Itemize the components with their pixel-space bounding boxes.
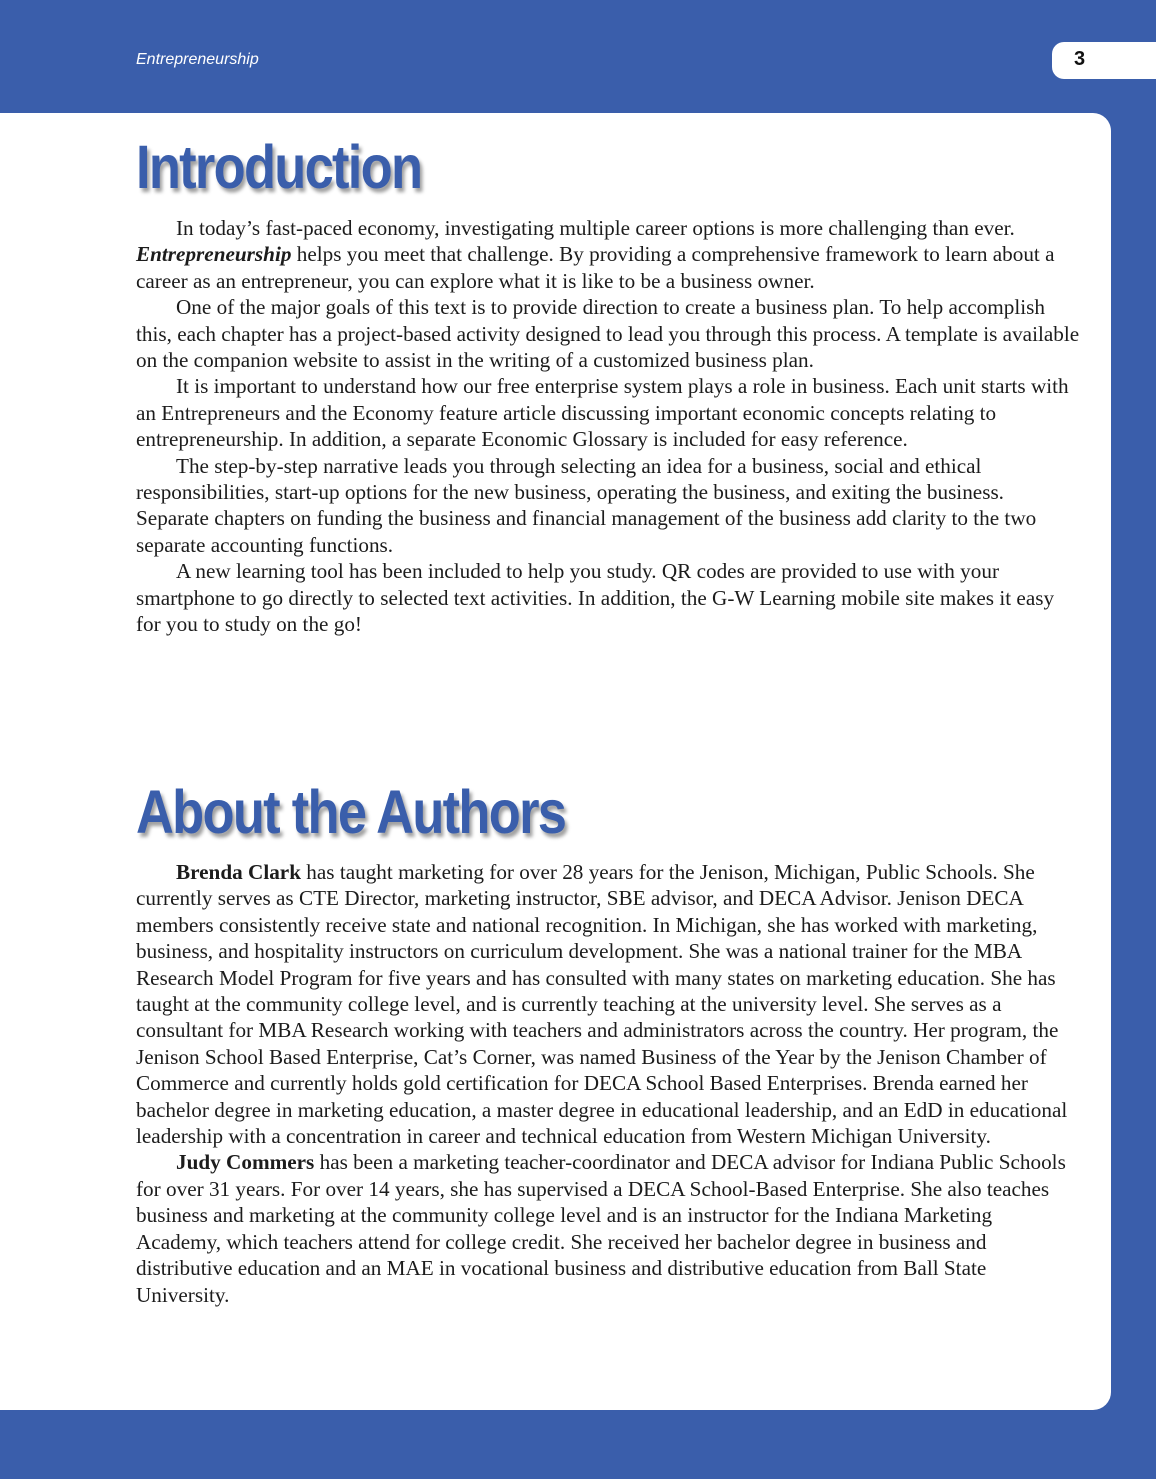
- intro-paragraph-2: One of the major goals of this text is to provide direction to create a business plan. To help accomplish this, each chapter has a project-based activity designed to lead you through this process. A template is available on the companion website to assist in the writing of a customized business plan.: [136, 295, 1080, 373]
- page-number-tab: [1052, 42, 1156, 79]
- author-name-commers: Judy Commers: [176, 1150, 315, 1175]
- author-name-clark: Brenda Clark: [176, 860, 301, 884]
- page-number: 3: [1074, 48, 1086, 70]
- intro-paragraph-5: A new learning tool has been included to help you study. QR codes are provided to use with your smartphone to go directly to selected text activities. In addition, the G-W Learning mobile site makes it easy for you to study on the go!: [136, 559, 1055, 637]
- author-bio-commers: [136, 1149, 1081, 1307]
- running-head: Entrepreneurship: [136, 51, 259, 68]
- book-title: Entrepreneurship: [136, 242, 292, 267]
- author-bio-commers-text: has been a marketing teacher-coordinator and DECA advisor for Indiana Public Schools for over 31 years. For over 14 years, she has supervised a DECA School-Based Enterprise. She also teaches business and marketing at the community college level and is an instructor for the Indiana Marketing Academy, which teachers attend for college credit. She received her bachelor degree in business and distributive education and an MAE in vocational business and distributive education from Ball State University.: [136, 1150, 1066, 1307]
- author-bio-clark: [136, 859, 1081, 1149]
- authors-body: [136, 859, 1081, 1308]
- intro-paragraph-1-end: helps you meet that challenge. By providing a comprehensive framework to learn about a career as an entrepreneur, you can explore what it is like to be a business owner.: [136, 242, 1055, 293]
- intro-paragraph-1-start: In today’s fast-paced economy, investigating multiple career options is more challenging than ever.: [176, 216, 1015, 240]
- intro-paragraph-3: It is important to understand how our free enterprise system plays a role in business. Each unit starts with an Entrepreneurs and the Economy feature article discussing important economic concepts relating to entrepreneurship. In addition, a separate Economic Glossary is included for easy reference.: [136, 374, 1069, 452]
- intro-paragraph-4: The step-by-step narrative leads you through selecting an idea for a business, social and ethical responsibilities, start-up options for the new business, operating the business, and exiting the business. Separate chapters on funding the business and financial management of the business add clarity to the two separate accounting functions.: [136, 453, 1037, 557]
- intro-paragraph-1: [136, 215, 1081, 294]
- introduction-heading: Introduction: [136, 133, 422, 201]
- introduction-body: [136, 215, 1081, 638]
- author-bio-clark-text: has taught marketing for over 28 years for the Jenison, Michigan, Public Schools. She currently serves as CTE Director, marketing instructor, SBE advisor, and DECA Advisor. Jenison DECA members consistently receive state and national recognition. In Michigan, she has worked with marketing, business, and hospitality instructors on curriculum development. She was a national trainer for the MBA Research Model Program for five years and has consulted with many states on marketing education. She has taught at the community college level, and is currently teaching at the university level. She serves as a consultant for MBA Research working with teachers and administrators across the country. Her program, the Jenison School Based Enterprise, Cat’s Corner, was named Business of the Year by the Jenison Chamber of Commerce and currently holds gold certification for DECA School Based Enterprises. Brenda earned her bachelor degree in marketing education, a master degree in educational leadership, and an EdD in educational leadership with a concentration in career and technical education from Western Michigan University.: [136, 860, 1068, 1149]
- about-authors-heading: About the Authors: [136, 778, 566, 846]
